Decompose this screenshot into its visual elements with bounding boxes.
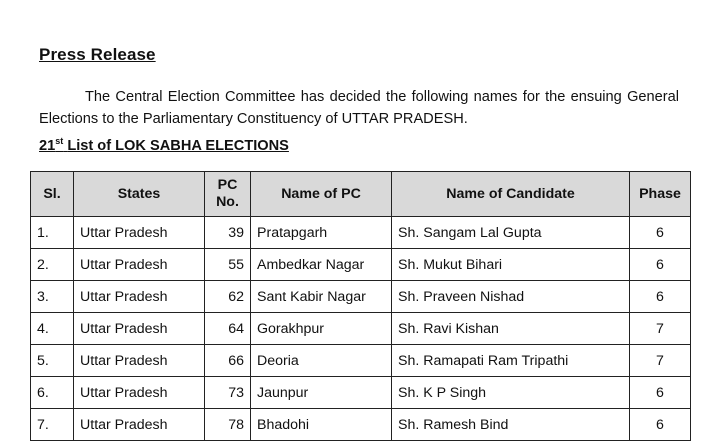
cell-pc-no: 78 <box>205 409 251 441</box>
list-title <box>39 138 289 154</box>
cell-pc-name: Jaunpur <box>251 377 392 409</box>
cell-phase: 6 <box>630 409 691 441</box>
cell-sl: 4. <box>31 313 74 345</box>
cell-phase: 6 <box>630 281 691 313</box>
cell-pc-no: 73 <box>205 377 251 409</box>
cell-sl: 7. <box>31 409 74 441</box>
cell-state: Uttar Pradesh <box>74 345 205 377</box>
cell-candidate: Sh. Sangam Lal Gupta <box>392 217 630 249</box>
cell-state: Uttar Pradesh <box>74 281 205 313</box>
cell-state: Uttar Pradesh <box>74 313 205 345</box>
cell-pc-no: 62 <box>205 281 251 313</box>
cell-pc-name: Deoria <box>251 345 392 377</box>
table-row <box>31 377 691 409</box>
table-row <box>31 249 691 281</box>
table-row <box>31 217 691 249</box>
list-number-suffix: st <box>55 136 64 147</box>
cell-candidate: Sh. Mukut Bihari <box>392 249 630 281</box>
header-sl: Sl. <box>31 172 74 217</box>
cell-pc-name: Ambedkar Nagar <box>251 249 392 281</box>
intro-paragraph: The Central Election Committee has decided the following names for the ensuing General Elections to the Parliamentary Constituency of UTTAR PRADESH. <box>39 89 679 127</box>
cell-sl: 1. <box>31 217 74 249</box>
cell-phase: 6 <box>630 249 691 281</box>
cell-state: Uttar Pradesh <box>74 409 205 441</box>
cell-candidate: Sh. Praveen Nishad <box>392 281 630 313</box>
cell-candidate: Sh. K P Singh <box>392 377 630 409</box>
cell-state: Uttar Pradesh <box>74 377 205 409</box>
cell-phase: 7 <box>630 313 691 345</box>
cell-sl: 2. <box>31 249 74 281</box>
cell-pc-no: 55 <box>205 249 251 281</box>
header-pc-no-line1: PC <box>217 177 238 193</box>
list-title-text: List of LOK SABHA ELECTIONS <box>67 138 289 154</box>
cell-candidate: Sh. Ramapati Ram Tripathi <box>392 345 630 377</box>
cell-pc-no: 39 <box>205 217 251 249</box>
press-release-heading: Press Release <box>39 45 156 64</box>
cell-pc-no: 66 <box>205 345 251 377</box>
cell-phase: 6 <box>630 217 691 249</box>
table-header-row <box>31 172 691 217</box>
cell-state: Uttar Pradesh <box>74 217 205 249</box>
cell-candidate: Sh. Ravi Kishan <box>392 313 630 345</box>
header-states: States <box>74 172 205 217</box>
cell-pc-name: Gorakhpur <box>251 313 392 345</box>
header-phase: Phase <box>630 172 691 217</box>
cell-sl: 3. <box>31 281 74 313</box>
cell-pc-name: Sant Kabir Nagar <box>251 281 392 313</box>
cell-phase: 6 <box>630 377 691 409</box>
cell-candidate: Sh. Ramesh Bind <box>392 409 630 441</box>
cell-pc-no: 64 <box>205 313 251 345</box>
candidates-table <box>30 171 691 441</box>
cell-pc-name: Bhadohi <box>251 409 392 441</box>
list-number: 21 <box>39 138 56 154</box>
header-pc-no-line2: No. <box>216 194 239 210</box>
table-row <box>31 281 691 313</box>
table-row <box>31 345 691 377</box>
header-name-of-pc: Name of PC <box>251 172 392 217</box>
header-pc-no <box>205 172 251 217</box>
table-row <box>31 313 691 345</box>
cell-phase: 7 <box>630 345 691 377</box>
cell-sl: 5. <box>31 345 74 377</box>
cell-sl: 6. <box>31 377 74 409</box>
cell-state: Uttar Pradesh <box>74 249 205 281</box>
header-name-of-candidate: Name of Candidate <box>392 172 630 217</box>
table-row <box>31 409 691 441</box>
cell-pc-name: Pratapgarh <box>251 217 392 249</box>
